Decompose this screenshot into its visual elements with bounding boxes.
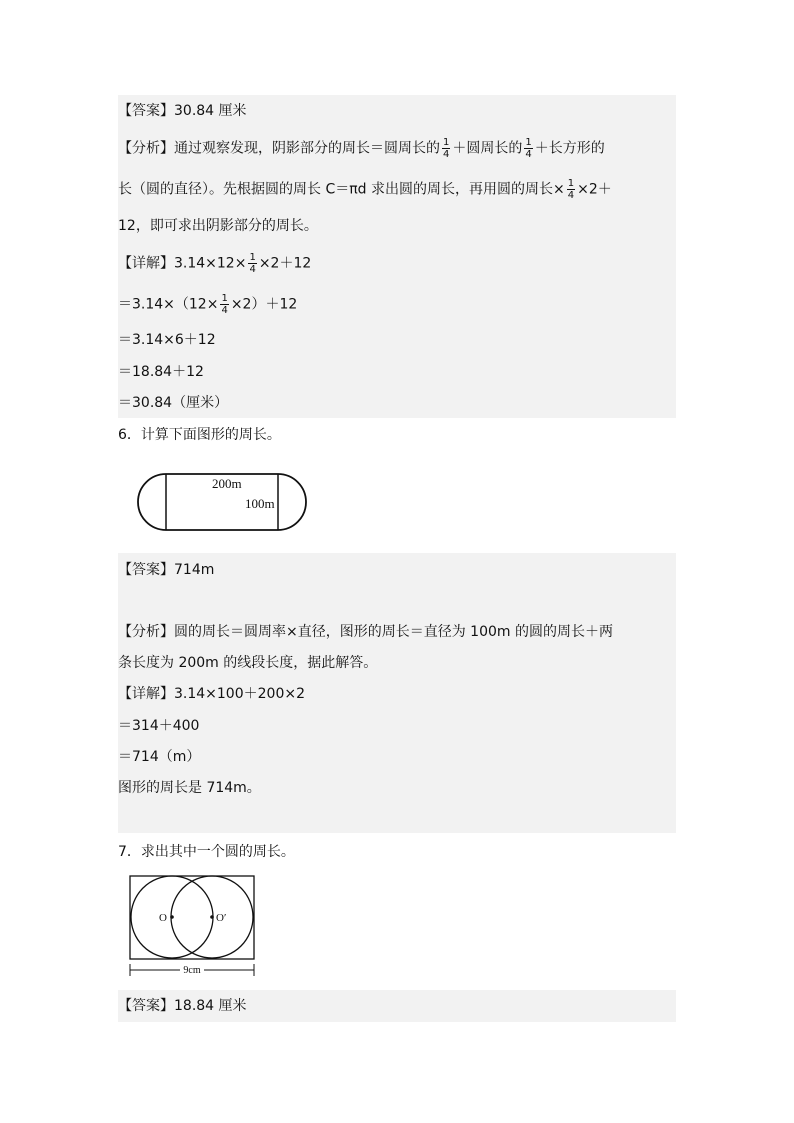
center-dot-o — [170, 915, 174, 919]
q5-detail-text-c: ＝3.14×（12× — [118, 296, 219, 313]
q5-analysis-text-c: ＋长方形的 — [534, 140, 605, 157]
q5-detail-text-d: ×2）＋12 — [230, 296, 298, 313]
fraction-quarter — [442, 137, 450, 160]
length-label: 200m — [212, 476, 242, 491]
fraction-denominator: 4 — [525, 149, 532, 160]
fraction-quarter — [248, 252, 256, 275]
q5-analysis-text-a: 【分析】通过观察发现，阴影部分的周长＝圆周长的 — [118, 140, 440, 157]
q6-track-figure — [130, 465, 320, 545]
q6-analysis-line1: 【分析】圆的周长＝圆周率×直径，图形的周长＝直径为 100m 的圆的周长＋两 — [118, 624, 613, 640]
q5-analysis-line2 — [118, 178, 612, 201]
width-label: 100m — [245, 496, 275, 511]
bounding-rectangle — [130, 876, 254, 959]
q5-analysis-text-e: ×2＋ — [577, 181, 612, 198]
q6-analysis-line2: 条长度为 200m 的线段长度，据此解答。 — [118, 655, 378, 671]
q5-analysis-text-d: 长（圆的直径）。先根据圆的周长 C＝πd 求出圆的周长，再用圆的周长× — [118, 181, 565, 198]
center-label-o-prime: O′ — [216, 912, 227, 924]
fraction-numerator: 1 — [567, 178, 575, 189]
q6-answer: 【答案】714m — [118, 562, 215, 578]
q5-analysis-text-b: ＋圆周长的 — [452, 140, 523, 157]
q5-detail-line1 — [118, 252, 311, 275]
q5-detail-line5: ＝30.84（厘米） — [118, 395, 229, 411]
q5-detail-text-b: ×2＋12 — [258, 255, 312, 272]
fraction-numerator: 1 — [221, 293, 228, 304]
q5-detail-line3: ＝3.14×6＋12 — [118, 332, 216, 348]
fraction-numerator: 1 — [525, 137, 532, 148]
q6-detail-line4: 图形的周长是 714m。 — [118, 780, 261, 796]
fraction-denominator: 4 — [221, 305, 228, 316]
fraction-quarter — [220, 293, 228, 316]
fraction-denominator: 4 — [443, 149, 450, 160]
q6-question: 6．计算下面图形的周长。 — [118, 427, 281, 443]
fraction-denominator: 4 — [249, 264, 256, 275]
q7-answer: 【答案】18.84 厘米 — [118, 998, 247, 1014]
fraction-denominator: 4 — [567, 190, 575, 201]
q6-detail-line3: ＝714（m） — [118, 749, 201, 765]
dimension-label: 9cm — [183, 965, 201, 976]
q5-detail-line4: ＝18.84＋12 — [118, 364, 204, 380]
center-dot-o-prime — [210, 915, 214, 919]
q5-analysis-line1 — [118, 137, 605, 160]
fraction-numerator: 1 — [443, 137, 450, 148]
q6-detail-line1: 【详解】3.14×100＋200×2 — [118, 686, 305, 702]
q7-question: 7．求出其中一个圆的周长。 — [118, 844, 295, 860]
fraction-numerator: 1 — [249, 252, 256, 263]
q5-analysis-line3: 12，即可求出阴影部分的周长。 — [118, 218, 318, 234]
fraction-quarter — [567, 178, 575, 201]
center-label-o: O — [159, 912, 167, 924]
q6-detail-line2: ＝314＋400 — [118, 718, 200, 734]
q5-answer: 【答案】30.84 厘米 — [118, 103, 247, 119]
q5-detail-line2 — [118, 293, 297, 316]
q7-circles-figure — [124, 872, 264, 980]
fraction-quarter — [524, 137, 532, 160]
q5-detail-text-a: 【详解】3.14×12× — [118, 255, 247, 272]
